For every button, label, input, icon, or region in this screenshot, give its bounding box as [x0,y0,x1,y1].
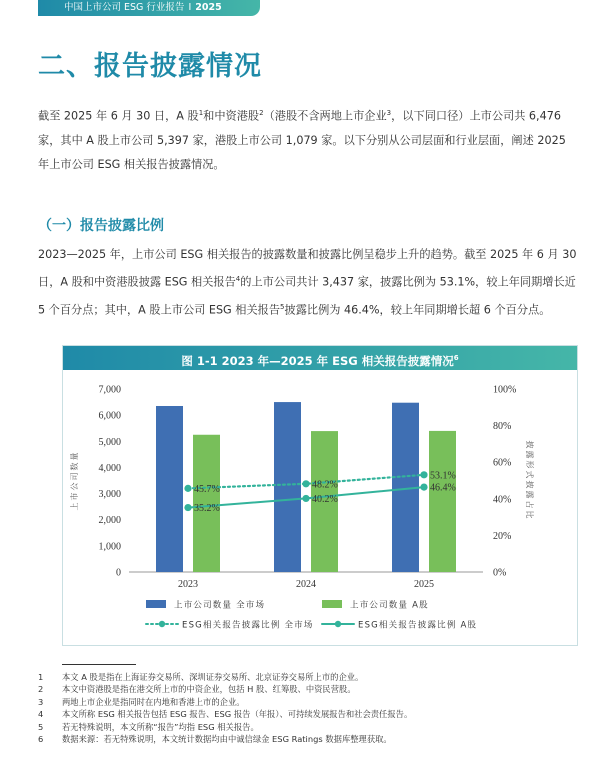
bar-all-market [156,406,183,572]
footnote-number: 3 [38,696,44,707]
banner-separator: I [188,2,192,13]
footnote-ref-4[interactable]: 4 [235,275,241,283]
line-point [302,480,309,487]
y-tick-label: 3,000 [98,489,121,501]
legend-label: 上市公司数量 全市场 [174,600,266,611]
legend-marker [335,621,341,627]
chart-title [63,346,577,370]
para1-text-d: ，以下同口径）上市公司共 6,476 家，其中 A 股上市公司 5,397 家，港股上市公司 1,079 家。以下分别从公司层面和行业层面，阐述 2025 年上市公司 ESG 相关报告披露情况。 [38,109,566,171]
footnote-number: 6 [38,734,44,745]
subsection-title: （一）报告披露比例 [38,218,164,234]
legend-label: ESG相关报告披露比例 A股 [358,620,478,631]
legend-label: ESG相关报告披露比例 全市场 [182,620,314,631]
data-label: 48.2% [312,479,338,491]
line-point [420,483,427,490]
y-tick-label: 1,000 [98,541,121,553]
y2-tick-label: 0% [493,567,507,579]
chart-title-text: 图 1-1 2023 年—2025 年 ESG 相关报告披露情况 [181,353,454,368]
legend-label: 上市公司数量 A股 [350,600,429,611]
disclosure-paragraph [38,243,580,322]
footnote-text: 若无特殊说明，本文所称“报告”均指 ESG 相关报告。 [62,721,259,732]
para2-text-b: 的上市公司共计 3,437 家，披露比例为 53.1%，较上年同期增长近 5 个百分点；其中，A 股上市公司 ESG 相关报告 [38,275,576,317]
report-header-banner [38,0,260,16]
para1-text-c: （港股不含两地上市企业 [263,109,387,123]
y2-tick-label: 80% [493,421,512,433]
y2-axis-title: 披露形式披露占比 [525,440,534,521]
footnote-item [38,708,588,720]
x-tick-label: 2024 [296,579,316,590]
footnote-item [38,671,588,683]
y-tick-label: 0 [116,567,121,579]
y2-tick-label: 40% [493,494,512,506]
footnote-item [38,696,588,708]
y-axis-title: 上市公司数量 [70,450,79,511]
footnote-ref-6[interactable]: 6 [453,354,459,362]
footnote-ref-5[interactable]: 5 [280,302,285,311]
data-label: 53.1% [430,470,456,482]
data-label: 45.7% [194,483,220,495]
data-label: 40.2% [312,493,338,505]
bar-all-market [274,402,301,572]
legend-swatch [322,600,342,608]
bar-a-share [429,431,456,572]
y-tick-label: 4,000 [98,462,121,474]
line-point [420,471,427,478]
para1-text-b: 和中资港股 [203,109,260,123]
line-point [184,504,191,511]
intro-paragraph [38,101,580,177]
line-point [184,485,191,492]
disclosure-chart [63,370,577,645]
y-tick-label: 5,000 [98,436,121,448]
footnote-item [38,683,588,695]
data-label: 35.2% [194,503,220,515]
footnote-text: 数据来源：若无特殊说明，本文统计数据均由中诚信绿金 ESG Ratings 数据库整理获取。 [62,734,392,745]
data-label: 46.4% [430,482,456,494]
y-tick-label: 2,000 [98,515,121,527]
legend-marker [159,621,165,627]
footnote-divider [62,664,136,665]
footnote-text: 本文所称 ESG 相关报告包括 ESG 报告、ESG 报告（年报）、可持续发展报告和社会责任报告。 [62,709,413,720]
para1-text-a: 截至 2025 年 6 月 30 日，A 股 [38,109,199,123]
y2-tick-label: 100% [493,384,517,396]
footnote-text: 本文 A 股是指在上海证券交易所、深圳证券交易所、北京证券交易所上市的企业。 [62,672,364,682]
section-title: 二、报告披露情况 [38,51,262,82]
footnote-number: 2 [38,684,44,695]
footnote-number: 4 [38,709,44,720]
footnote-ref-2[interactable]: 2 [259,109,264,117]
footnote-item [38,733,588,745]
x-tick-label: 2023 [178,579,198,590]
footnote-item [38,721,588,733]
chart-card [62,345,578,646]
report-name: 中国上市公司 ESG 行业报告 [64,2,185,13]
para2-text-c: 披露比例为 46.4%，较上年同期增长超 6 个百分点。 [284,303,551,317]
line-point [302,495,309,502]
footnote-ref-1[interactable]: 1 [198,109,204,117]
y-tick-label: 6,000 [98,410,121,422]
legend-swatch [146,600,166,608]
footnote-number: 5 [38,721,44,732]
report-year: 2025 [195,2,222,13]
y2-tick-label: 60% [493,457,512,469]
footnote-number: 1 [38,672,44,682]
y-tick-label: 7,000 [98,384,121,396]
x-tick-label: 2025 [414,579,434,590]
footnote-text: 本文中资港股是指在港交所上市的中资企业，包括 H 股、红筹股、中资民营股。 [62,684,356,695]
para2-text-a: 2023—2025 年，上市公司 ESG 相关报告的披露数量和披露比例呈稳步上升的趋势。截至 2025 年 6 月 30 日，A 股和中资港股披露 ESG 相关报告 [38,248,577,289]
footnote-text: 两地上市企业是指同时在内地和香港上市的企业。 [62,696,245,707]
footnote-ref-3[interactable]: 3 [386,109,392,117]
footnotes [38,671,588,745]
y2-tick-label: 20% [493,530,512,542]
